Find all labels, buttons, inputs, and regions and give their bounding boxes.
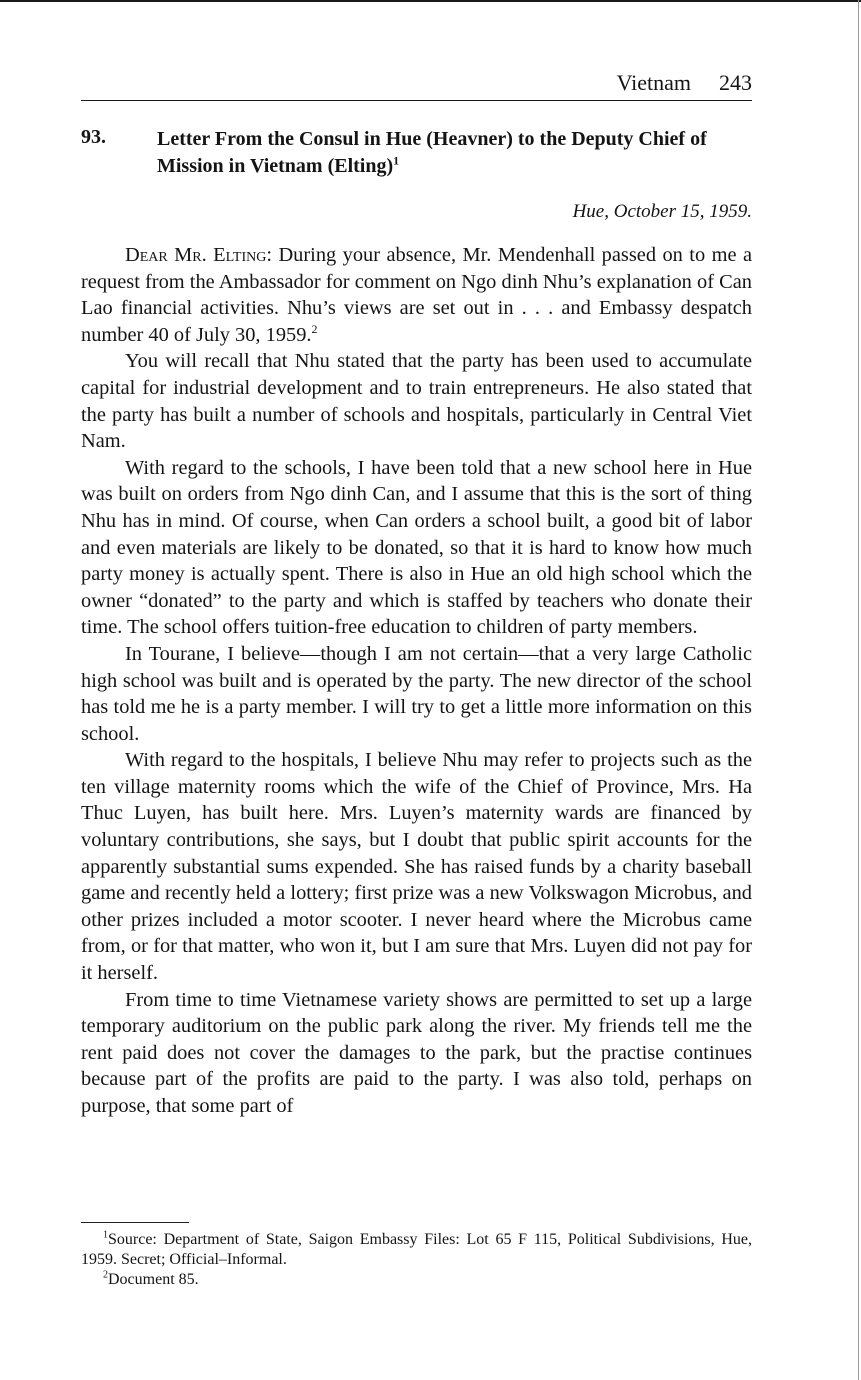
footnote-2-mark: 2 [103,1269,108,1281]
page-edge [858,0,859,1380]
document-number: 93. [81,126,106,148]
footnote-1-mark: 1 [103,1229,108,1241]
paragraph-1 [81,242,752,348]
paragraph-6: From time to time Vietnamese variety shows are permitted to set up a large temporary auditorium on the public park along the river. My friends tell me the rent paid does not cover the damages to the park, but the practise continues because part of the profits are paid to the party. I was also told, perhaps on purpose, that some part of [81,988,752,1117]
running-header [81,70,752,101]
footnote-2-text: Document 85. [108,1271,199,1288]
paragraph-1-text: During your absence, Mr. Mendenhall passed on to me a request from the Ambassador for comment on Ngo dinh Nhu’s explanation of Can Lao financial activities. Nhu’s views are set out in . . . and Embassy despatch number 40 of July 30, 1959. [81,244,752,346]
running-head: Vietnam [616,70,691,95]
footnote-rule [81,1222,189,1223]
footnote-ref-1: 1 [393,153,400,168]
document-title-text: Letter From the Consul in Hue (Heavner) to the Deputy Chief of Mission in Vietnam (Elting) [157,128,707,177]
paragraph-4: In Tourane, I believe—though I am not certain—that a very large Catholic high school was built and is operated by the party. The new director of the school has told me he is a party member. I will try to get a little more information on this school. [81,642,752,745]
paragraph-5: With regard to the hospitals, I believe Nhu may refer to projects such as the ten village maternity rooms which the wife of the Chief of Province, Mrs. Ha Thuc Luyen, has built here. Mrs. Luyen’s maternity wards are financed by voluntary contributions, she says, but I doubt that public spirit accounts for the apparently substantial sums expended. She has raised funds by a charity baseball game and recently held a lottery; first prize was a new Volkswagon Microbus, and other prizes included a motor scooter. I never heard where the Microbus came from, or for that matter, who won it, but I am sure that Mrs. Luyen did not pay for it herself. [81,749,752,985]
footnote-1-text: Source: Department of State, Saigon Embassy Files: Lot 65 F 115, Political Subdivisions, Hue, 1959. Secret; Official–Informal. [81,1231,752,1268]
top-border [0,0,861,2]
footnotes [81,1230,752,1290]
footnote-1 [81,1230,752,1270]
footnote-2 [81,1270,752,1290]
footnote-ref-2: 2 [311,321,318,336]
paragraph-3: With regard to the schools, I have been told that a new school here in Hue was built on orders from Ngo dinh Can, and I assume that this is the sort of thing Nhu has in mind. Of course, when Can orders a school built, a good bit of labor and even materials are likely to be donated, so that it is hard to know how much party money is actually spent. There is also in Hue an old high school which the owner “donated” to the party and which is staffed by teachers who donate their time. The school offers tuition-free education to children of party members. [81,456,752,639]
page-number: 243 [719,70,752,95]
document-title [157,126,752,180]
salutation: Dear Mr. Elting: [125,244,272,266]
dateline: Hue, October 15, 1959. [572,201,752,222]
letter-body [81,242,752,1120]
paragraph-2: You will recall that Nhu stated that the party has been used to accumulate capital for industrial development and to train entrepreneurs. He also stated that the party has built a number of schools and hospitals, particularly in Central Viet Nam. [81,350,752,453]
